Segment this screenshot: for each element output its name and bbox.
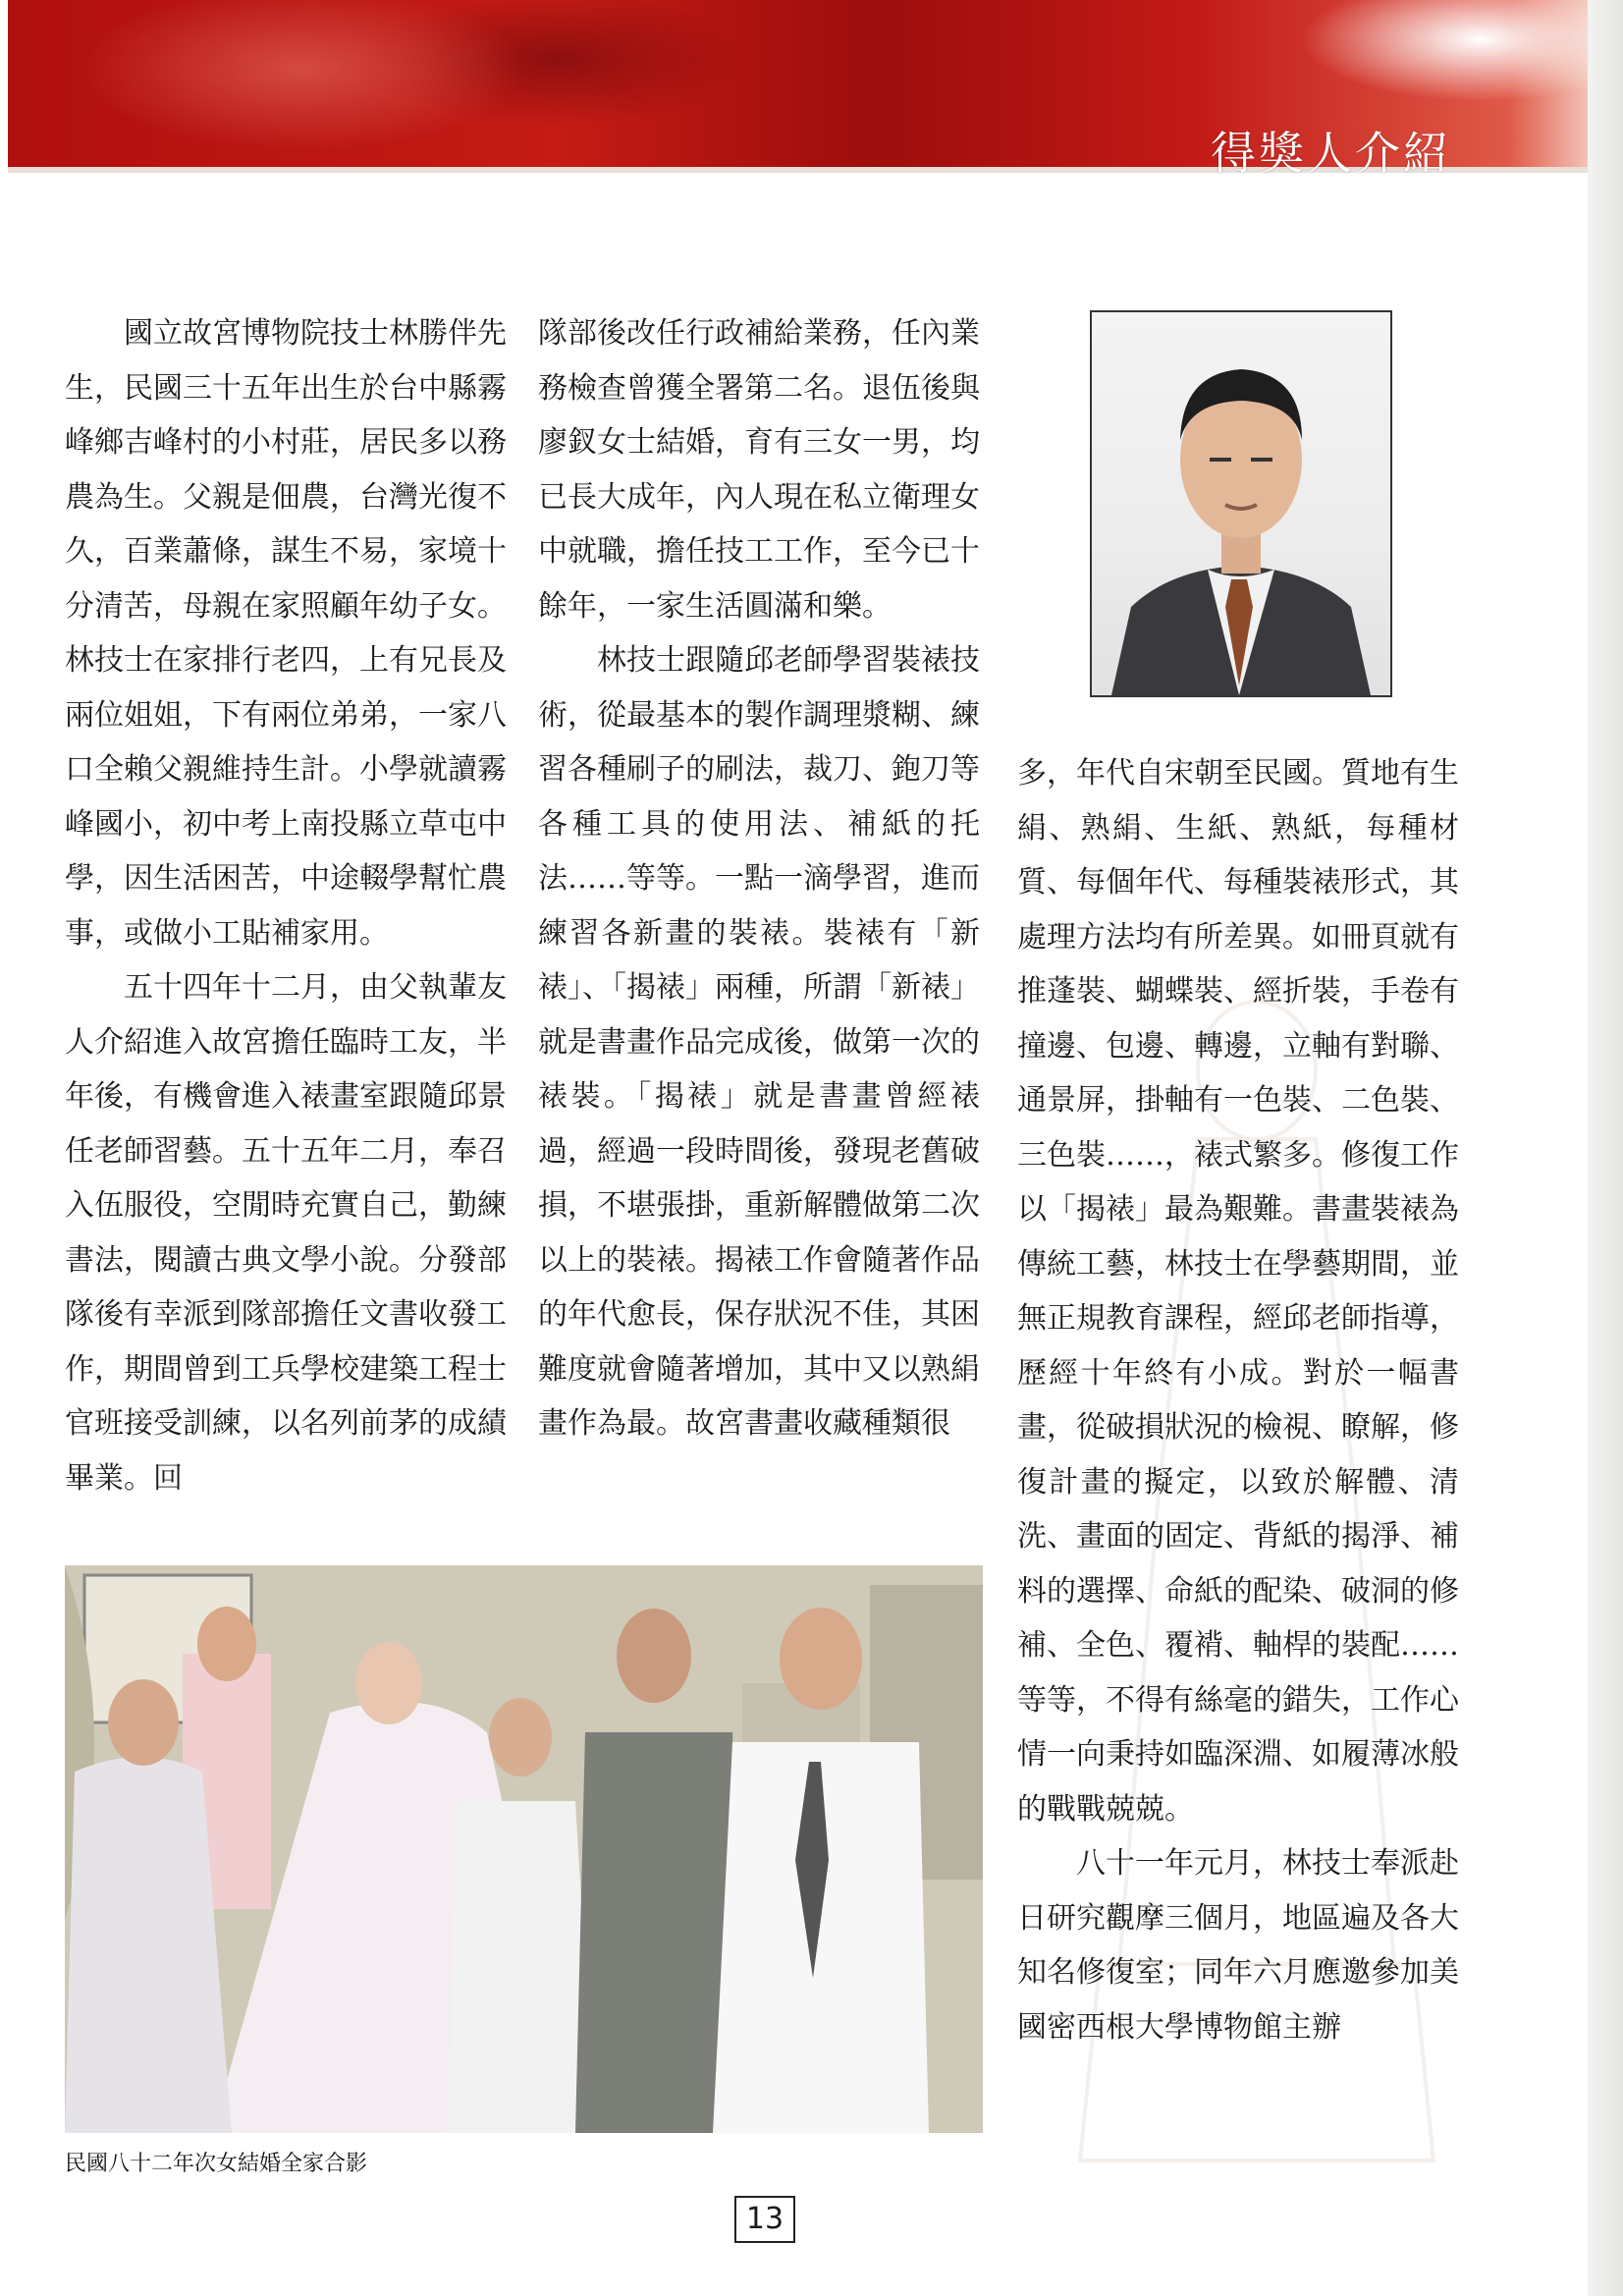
portrait-photo xyxy=(1090,310,1392,697)
article-paragraph: 八十一年元月，林技士奉派赴日研究觀摩三個月，地區遍及各大知名修復室；同年六月應邀參加美國密西根大學博物館主辦 xyxy=(1017,1846,1459,2045)
header-banner xyxy=(8,0,1589,180)
article-column-3 xyxy=(1017,746,1459,2054)
article-paragraph: 林技士跟隨邱老師學習裝裱技術，從最基本的製作調理漿糊、練習各種刷子的刷法，裁刀、鉋刀等各種工具的使用法、補紙的托法……等等。一點一滴學習，進而練習各新畫的裝裱。裝裱有「新裱」、「揭裱」兩種，所謂「新裱」就是書畫作品完成後，做第一次的裱裝。「揭裱」就是書畫曾經裱過，經過一段時間後，發現老舊破損，不堪張掛，重新解體做第二次以上的裝裱。揭裱工作會隨著作品的年代愈長，保存狀況不佳，其困難度就會隨著增加，其中又以熟絹畫作為最。故宮書畫收藏種類很 xyxy=(538,643,980,1441)
portrait-illustration xyxy=(1092,312,1390,695)
section-title: 得獎人介紹 xyxy=(1211,127,1451,180)
page-number: 13 xyxy=(734,2196,795,2243)
family-photo-illustration xyxy=(65,1565,983,2133)
article-column-1 xyxy=(65,306,507,1505)
page-edge xyxy=(1588,0,1623,2296)
article-column-2 xyxy=(538,306,980,1451)
article-paragraph: 多，年代自宋朝至民國。質地有生絹、熟絹、生紙、熟紙，每種材質、每個年代、每種裝裱形式，其處理方法均有所差異。如冊頁就有推蓬裝、蝴蝶裝、經折裝，手卷有撞邊、包邊、轉邊，立軸有對聯、通景屏，掛軸有一色裝、二色裝、三色裝……，裱式繁多。修復工作以「揭裱」最為艱難。書畫裝裱為傳統工藝，林技士在學藝期間，並無正規教育課程，經邱老師指導，歷經十年終有小成。對於一幅書畫，從破損狀況的檢視、瞭解，修復計畫的擬定，以致於解體、清洗、畫面的固定、背紙的揭淨、補料的選擇、命紙的配染、破洞的修補、全色、覆褙、軸桿的裝配……等等，不得有絲毫的錯失，工作心情一向秉持如臨深淵、如履薄冰般的戰戰兢兢。 xyxy=(1017,756,1459,1827)
article-paragraph: 五十四年十二月，由父執輩友人介紹進入故宮擔任臨時工友，半年後，有機會進入裱畫室跟隨邱景任老師習藝。五十五年二月，奉召入伍服役，空閒時充實自己，勤練書法，閱讀古典文學小說。分發部隊後有幸派到隊部擔任文書收發工作，期間曾到工兵學校建築工程士官班接受訓練，以名列前茅的成績畢業。回 xyxy=(65,970,507,1496)
article-paragraph: 隊部後改任行政補給業務，任內業務檢查曾獲全署第二名。退伍後與廖釵女士結婚，育有三女一男，均已長大成年，內人現在私立衛理女中就職，擔任技工工作，至今已十餘年，一家生活圓滿和樂。 xyxy=(538,316,980,624)
family-photo xyxy=(65,1565,983,2133)
photo-caption: 民國八十二年次女結婚全家合影 xyxy=(65,2152,368,2176)
article-paragraph: 國立故宮博物院技士林勝伴先生，民國三十五年出生於台中縣霧峰鄉吉峰村的小村莊，居民多以務農為生。父親是佃農，台灣光復不久，百業蕭條，謀生不易，家境十分清苦，母親在家照顧年幼子女。林技士在家排行老四，上有兄長及兩位姐姐，下有兩位弟弟，一家八口全賴父親維持生計。小學就讀霧峰國小，初中考上南投縣立草屯中學，因生活困苦，中途輟學幫忙農事，或做小工貼補家用。 xyxy=(65,316,507,951)
